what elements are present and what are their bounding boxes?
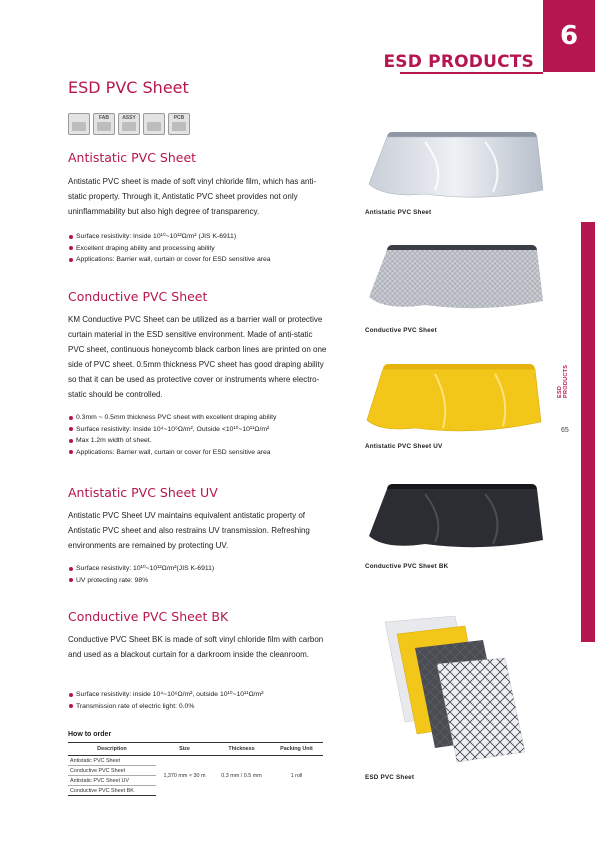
side-accent-bar <box>581 222 595 642</box>
photo-caption: Conductive PVC Sheet <box>365 327 437 334</box>
assy-icon: ASSY <box>118 113 140 135</box>
table-cell: 1,370 mm × 30 m <box>163 772 206 779</box>
table-cell: Conductive PVC Sheet <box>68 766 156 776</box>
section-title-uv: Antistatic PVC Sheet UV <box>68 485 218 500</box>
pcb-icon: PCB <box>168 113 190 135</box>
bullet-item: UV protecting rate: 98% <box>68 575 348 587</box>
bullet-item: Excellent draping ability and processing ability <box>68 243 348 255</box>
section-paragraph-bk: Conductive PVC Sheet BK is made of soft vinyl chloride film with carbon and used as a blackout curtain for a darkroom inside the cleanroom. <box>68 635 324 659</box>
bullets-conductive <box>68 412 348 458</box>
table-header-row <box>68 743 323 756</box>
section-paragraph-uv: Antistatic PVC Sheet UV maintains equivalent antistatic property of Antistatic PVC sheet and also restrains UV transmission. Refreshing environments are remained by protecting UV. <box>68 511 310 550</box>
bullets-antistatic <box>68 231 348 266</box>
table-cell: 1 roll <box>290 772 303 779</box>
section-title-antistatic: Antistatic PVC Sheet <box>68 150 197 165</box>
bullet-item: Applications: Barrier wall, curtain or cover for ESD sensitive area <box>68 254 348 266</box>
table-cell: Conductive PVC Sheet BK <box>68 786 156 796</box>
bullet-item: 0.3mm ~ 0.5mm thickness PVC sheet with excellent draping ability <box>68 412 348 424</box>
section-title-conductive: Conductive PVC Sheet <box>68 289 208 304</box>
table-header: Packing Unit <box>270 743 323 756</box>
photo-caption: Antistatic PVC Sheet UV <box>365 443 443 450</box>
bullet-item: Surface resistivity: Inside 10¹⁰~10¹²Ω/m² (JIS K-6911) <box>68 231 348 243</box>
page-title: ESD PVC Sheet <box>68 78 189 97</box>
table-header: Thickness <box>213 743 270 756</box>
chapter-number-tab: 6 <box>543 0 595 72</box>
bullet-item: Surface resistivity: inside 10⁴~10⁶Ω/m², outside 10¹⁰~10¹¹Ω/m² <box>68 689 348 701</box>
photo-esd-pvc-sheets <box>365 612 545 772</box>
bullet-item: Applications: Barrier wall, curtain or cover for ESD sensitive area <box>68 447 348 459</box>
antistatic-icon <box>68 113 90 135</box>
page-number: 65 <box>561 427 569 434</box>
order-title: How to order <box>68 731 112 738</box>
photo-caption: ESD PVC Sheet <box>365 774 415 781</box>
section-paragraph-antistatic: Antistatic PVC sheet is made of soft vinyl chloride film, which has anti-static property. Through it, Antistatic PVC sheet provides not only uninflammability but also high degree of transparency. <box>68 177 317 216</box>
bullet-item: Surface resistivity: Inside 10⁴~10⁶Ω/m², Outside <10¹⁰~10¹¹Ω/m² <box>68 424 348 436</box>
photo-antistatic-pvc <box>365 128 545 204</box>
bullet-item: Surface resistivity: 10¹⁰~10¹²Ω/m²(JIS K-6911) <box>68 563 348 575</box>
side-label: ESD PRODUCTS <box>557 364 569 398</box>
table-header: Size <box>156 743 213 756</box>
photo-conductive-pvc-bk <box>365 480 545 556</box>
bullets-uv <box>68 563 348 586</box>
bullets-bk <box>68 689 348 712</box>
order-table <box>68 742 323 796</box>
section-title-bk: Conductive PVC Sheet BK <box>68 609 229 624</box>
table-row <box>68 756 323 766</box>
header-divider <box>400 72 543 74</box>
table-cell: Antistatic PVC Sheet UV <box>68 776 156 786</box>
bullet-item: Transmission rate of electric light: 0.0% <box>68 701 348 713</box>
fab-icon: FAB <box>93 113 115 135</box>
section-paragraph-conductive: KM Conductive PVC Sheet can be utilized as a barrier wall or protective curtain material in the ESD sensitive environment. Made of anti-static PVC sheet, continuous honeycomb black carbon lines are printed on one side of PVC sheet. 0.5mm thickness PVC sheet has good draping ability so that it can be used as protective cover or instruments where electro-static should be controlled. <box>68 315 327 399</box>
cert-icons <box>68 113 190 135</box>
table-cell: 0.3 mm / 0.5 mm <box>221 772 262 779</box>
photo-conductive-pvc <box>365 241 545 317</box>
photo-antistatic-pvc-uv <box>365 362 545 438</box>
photo-caption: Conductive PVC Sheet BK <box>365 563 449 570</box>
storage-icon <box>143 113 165 135</box>
table-cell: Antistatic PVC Sheet <box>68 756 156 766</box>
bullet-item: Max 1.2m width of sheet. <box>68 435 348 447</box>
photo-caption: Antistatic PVC Sheet <box>365 209 432 216</box>
header-title: ESD PRODUCTS <box>383 52 534 72</box>
table-header: Description <box>68 743 156 756</box>
